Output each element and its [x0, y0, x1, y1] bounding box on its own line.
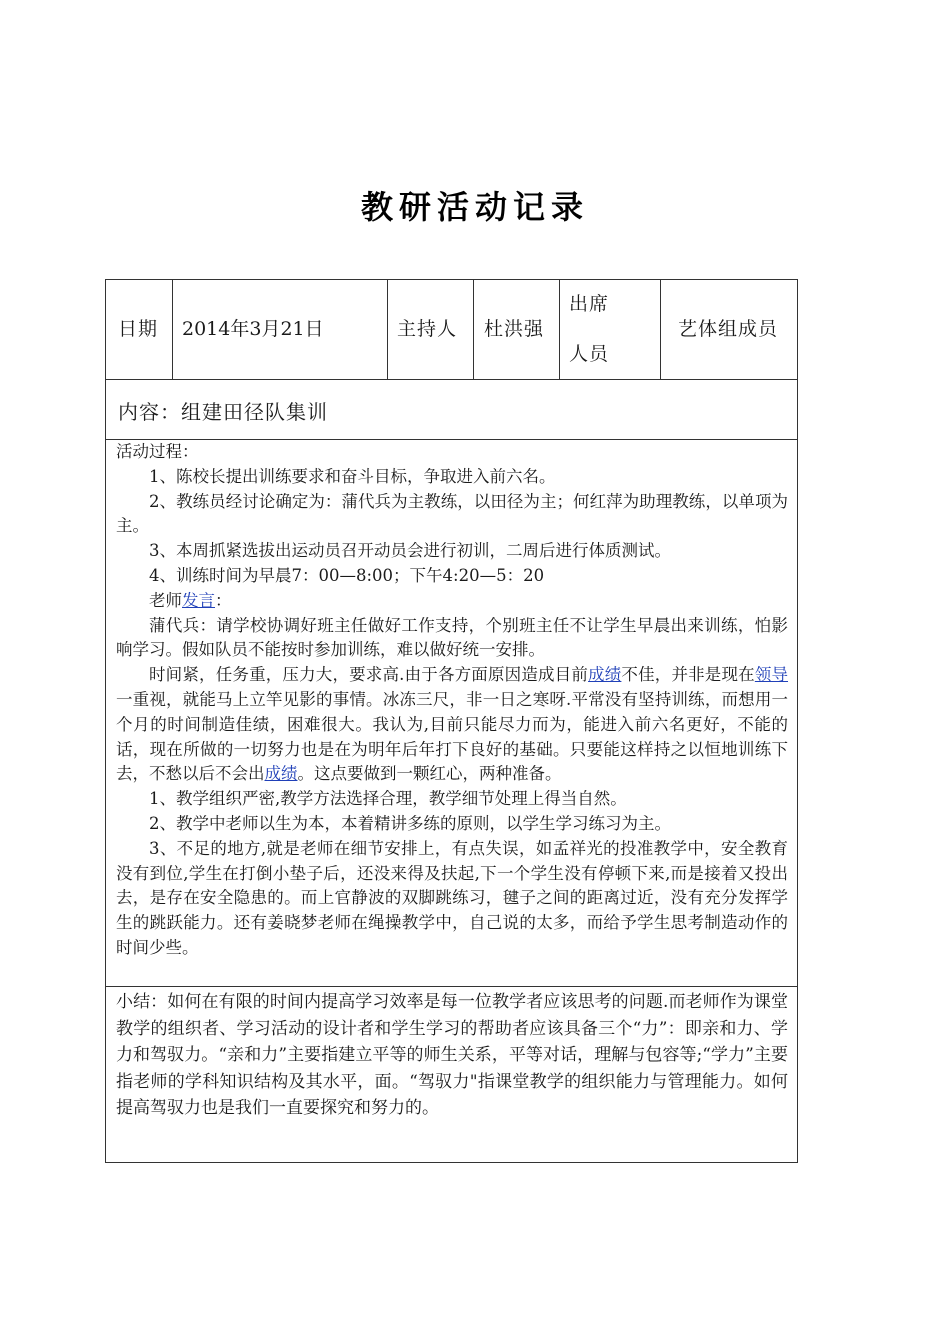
- col-divider: [387, 280, 388, 379]
- col-divider: [172, 280, 173, 379]
- speech-suffix: ：: [215, 590, 232, 610]
- host-label: 主持人: [397, 318, 458, 340]
- text-run: 一重视，就能马上立竿见影的事情。冰冻三尺，非一日之寒呀.平常没有坚持训练，而想用一个月的时间制造佳绩，困难很大。我认为,目前只能尽力而为，能进入前六名更好，不能的话，现在所做的一切努力也是在为明年后年打下良好的基础。只要能这样持之以恒地训练下去，不愁以后不会出: [116, 689, 788, 784]
- row-divider: [106, 379, 797, 380]
- process-paragraph: 3、本周抓紧选拔出运动员召开动员会进行初训，二周后进行体质测试。: [149, 541, 671, 561]
- record-table: [105, 279, 798, 1163]
- text-run: 不佳，并非是现在: [621, 665, 755, 685]
- process-paragraph: 2、教学中老师以生为本，本着精讲多练的原则，以学生学习练习为主。: [149, 813, 671, 833]
- content-topic: 内容：组建田径队集训: [118, 400, 328, 424]
- row-divider: [106, 986, 797, 987]
- speech-heading: [116, 589, 788, 614]
- process-paragraph: 3、不足的地方,就是老师在细节安排上，有点失误，如孟祥光的投准教学中，安全教育没有到位,学生在打倒小垫子后，还没来得及扶起,下一个学生没有停顿下来,而是接着又投出去，是存在安全隐患的。而上官静波的双脚跳练习，毽子之间的距离过近，没有充分发挥学生的跳跃能力。还有姜晓梦老师在绳操教学中，自己说的太多，而给予学生思考制造动作的时间少些。: [116, 838, 788, 957]
- attendees-label-line1: 出席: [569, 293, 610, 315]
- process-paragraph: 1、陈校长提出训练要求和奋斗目标，争取进入前六名。: [149, 466, 556, 486]
- process-paragraph: 4、训练时间为早晨7：00—8:00；下午4:20—5：20: [149, 565, 545, 585]
- text-run: 。这点要做到一颗红心，两种准备。: [297, 764, 562, 784]
- col-divider: [559, 280, 560, 379]
- summary-text: 小结：如何在有限的时间内提高学习效率是每一位教学者应该思考的问题.而老师作为课堂教学的组织者、学习活动的设计者和学生学习的帮助者应该具备三个“力”：即亲和力、学力和驾驭力。“亲和力”主要指建立平等的师生关系，平等对话，理解与包容等;“学力”主要指老师的学科知识结构及其水平，面。“驾驭力"指课堂教学的组织能力与管理能力。如何提高驾驭力也是我们一直要探究和努力的。: [116, 992, 788, 1118]
- page-title: 教研活动记录: [360, 188, 589, 226]
- date-value: 2014年3月21日: [182, 318, 324, 340]
- attendees-value: 艺体组成员: [678, 318, 779, 340]
- results-link[interactable]: 成绩: [264, 764, 298, 784]
- process-label: 活动过程：: [116, 442, 199, 461]
- results-link[interactable]: 成绩: [588, 665, 622, 685]
- text-run: 时间紧，任务重，压力大，要求高.由于各方面原因造成目前: [149, 665, 589, 685]
- process-paragraph: [116, 663, 788, 787]
- date-label: 日期: [118, 318, 159, 340]
- summary: [116, 989, 788, 1122]
- process-paragraph: 1、教学组织严密,教学方法选择合理，教学细节处理上得当自然。: [149, 789, 627, 809]
- leadership-link[interactable]: 领导: [754, 665, 789, 685]
- host-value: 杜洪强: [484, 318, 545, 340]
- attendees-label-line2: 人员: [569, 343, 610, 365]
- col-divider: [660, 280, 661, 379]
- speech-link[interactable]: 发言: [182, 590, 215, 610]
- col-divider: [473, 280, 474, 379]
- process-paragraph: 蒲代兵：请学校协调好班主任做好工作支持，个别班主任不让学生早晨出来训练，怕影响学习。假如队员不能按时参加训练，难以做好统一安排。: [116, 615, 788, 660]
- process-paragraph: 2、教练员经讨论确定为：蒲代兵为主教练，以田径为主；何红萍为助理教练，以单项为主。: [116, 491, 788, 536]
- activity-process: [116, 440, 788, 961]
- speech-prefix: 老师: [149, 590, 182, 610]
